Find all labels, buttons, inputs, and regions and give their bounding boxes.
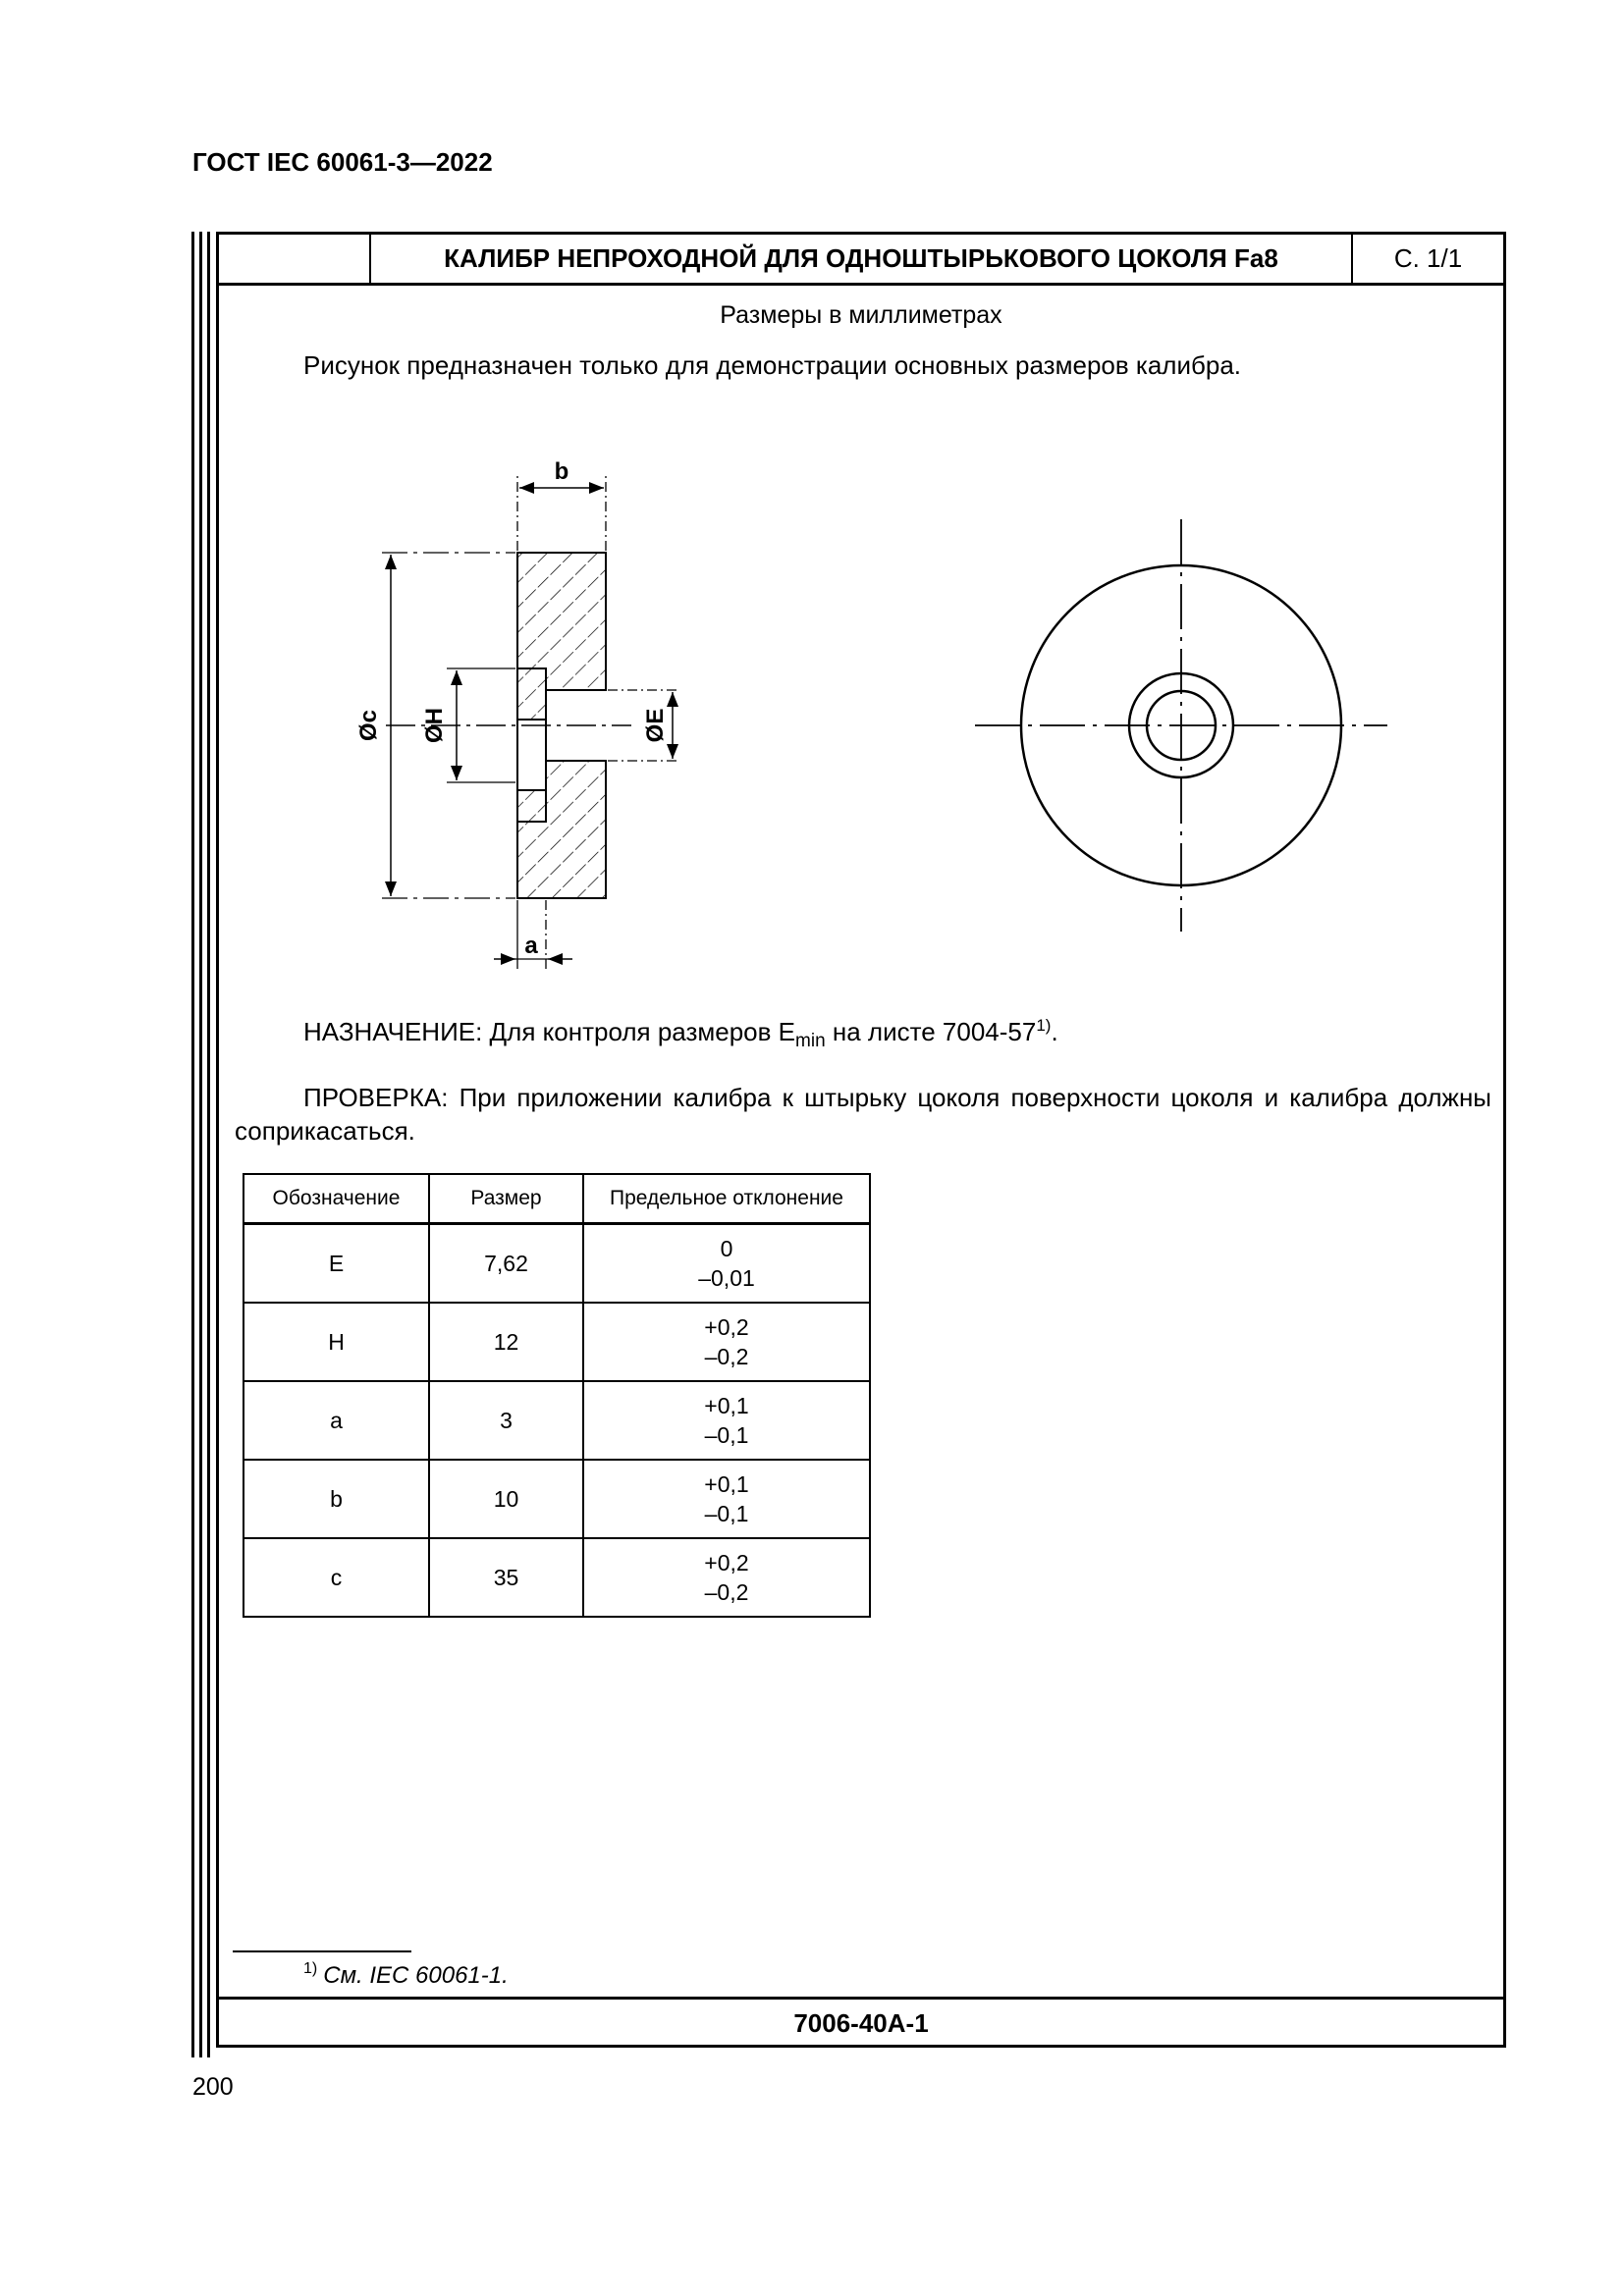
dim-label-E: ØE: [642, 708, 669, 743]
purpose-subscript: min: [795, 1031, 826, 1051]
deviation-lower: –0,01: [698, 1265, 755, 1291]
cell-deviation: [583, 1224, 870, 1304]
title-row: [219, 235, 1503, 286]
deviation-lower: –0,1: [704, 1422, 749, 1448]
check-text: ПРОВЕРКА: При приложении калибра к штырьку цоколя поверхности цоколя и калибра должны соприкасаться.: [235, 1083, 1491, 1146]
table-row: [243, 1538, 870, 1617]
cell-symbol: b: [243, 1460, 429, 1538]
front-view: [975, 519, 1387, 932]
sheet-title: КАЛИБР НЕПРОХОДНОЙ ДЛЯ ОДНОШТЫРЬКОВОГО ЦОКОЛЯ Fa8: [371, 235, 1353, 283]
purpose-text: [303, 1016, 1058, 1052]
cell-symbol: E: [243, 1224, 429, 1304]
cell-deviation: [583, 1303, 870, 1381]
dim-label-c: Øc: [355, 709, 382, 742]
header-size: Размер: [429, 1174, 583, 1224]
header-deviation: Предельное отклонение: [583, 1174, 870, 1224]
document-header: ГОСТ IEC 60061-3—2022: [192, 147, 493, 177]
table-row: [243, 1460, 870, 1538]
cell-size: 12: [429, 1303, 583, 1381]
deviation-upper: +0,1: [704, 1393, 749, 1418]
deviation-lower: –0,2: [704, 1579, 749, 1605]
section-view: [355, 458, 680, 969]
binding-line: [191, 232, 194, 2057]
header-symbol: Обозначение: [243, 1174, 429, 1224]
dimensions-table: [243, 1173, 871, 1618]
cell-symbol: c: [243, 1538, 429, 1617]
cell-deviation: [583, 1381, 870, 1460]
cell-deviation: [583, 1538, 870, 1617]
table-header-row: [243, 1174, 870, 1224]
cell-deviation: [583, 1460, 870, 1538]
binding-line: [199, 232, 202, 2057]
cell-size: 3: [429, 1381, 583, 1460]
purpose-end: .: [1051, 1017, 1058, 1046]
purpose-text-after: на листе 7004-57: [825, 1017, 1037, 1046]
footnote-rule: [233, 1950, 411, 1952]
deviation-lower: –0,2: [704, 1344, 749, 1369]
dim-label-b: b: [554, 458, 569, 485]
cell-size: 35: [429, 1538, 583, 1617]
dim-label-H: ØH: [421, 708, 448, 743]
cell-size: 7,62: [429, 1224, 583, 1304]
sheet-number: 7006-40A-1: [219, 1997, 1503, 2048]
table-row: [243, 1224, 870, 1304]
page-number: 200: [192, 2073, 234, 2101]
cell-symbol: H: [243, 1303, 429, 1381]
sheet-frame: [216, 232, 1506, 2048]
cell-symbol: a: [243, 1381, 429, 1460]
deviation-upper: +0,1: [704, 1471, 749, 1497]
gauge-drawing: [219, 431, 1495, 1040]
sheet-page-code: С. 1/1: [1393, 243, 1463, 273]
deviation-upper: 0: [720, 1236, 733, 1261]
units-note: Размеры в миллиметрах: [720, 301, 1002, 329]
purpose-text-main: НАЗНАЧЕНИЕ: Для контроля размеров E: [303, 1017, 796, 1046]
figure-note: Рисунок предназначен только для демонстрации основных размеров калибра.: [303, 350, 1242, 380]
table-row: [243, 1303, 870, 1381]
cell-size: 10: [429, 1460, 583, 1538]
deviation-lower: –0,1: [704, 1501, 749, 1526]
title-blank-cell: [219, 235, 371, 283]
footnote: [303, 1960, 509, 1990]
table-row: [243, 1381, 870, 1460]
footnote-ref: 1): [1036, 1016, 1052, 1035]
footnote-mark: 1): [303, 1960, 318, 1977]
dim-label-a: a: [524, 933, 538, 959]
binding-line: [207, 232, 210, 2057]
deviation-upper: +0,2: [704, 1550, 749, 1575]
footnote-text: См. IEC 60061-1.: [323, 1962, 509, 1989]
deviation-upper: +0,2: [704, 1314, 749, 1340]
